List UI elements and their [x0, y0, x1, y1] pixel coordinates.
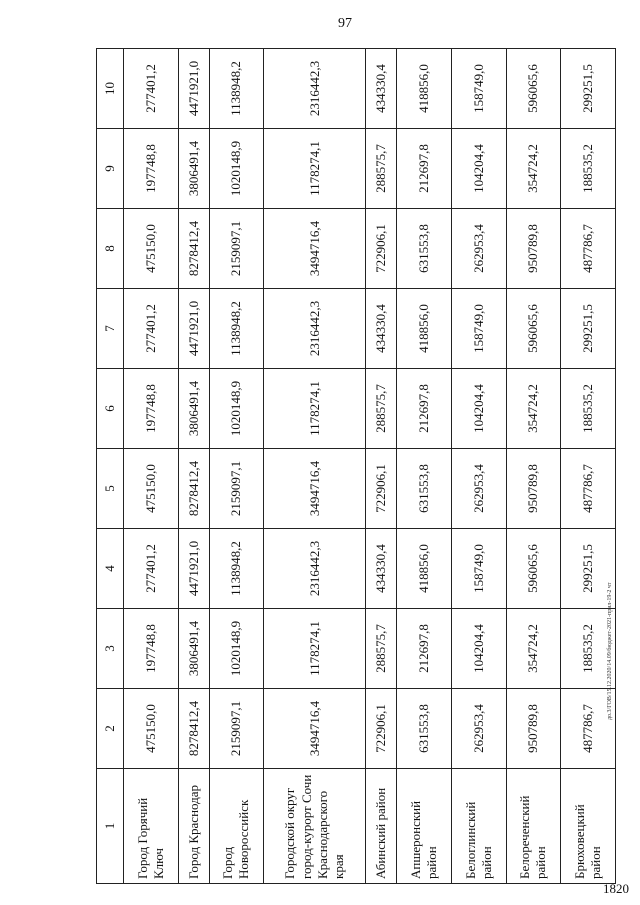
table-row: [561, 49, 616, 884]
value-cell: 3806491,4: [178, 369, 209, 449]
value-cell: 354724,2: [506, 369, 561, 449]
value-cell: 158749,0: [451, 289, 506, 369]
municipality-name: Абинский район: [366, 769, 397, 884]
value-cell: 950789,8: [506, 689, 561, 769]
value-cell: 1138948,2: [209, 289, 264, 369]
value-cell: 631553,8: [397, 689, 452, 769]
value-cell: 2159097,1: [209, 449, 264, 529]
value-cell: 418856,0: [397, 529, 452, 609]
value-cell: 188535,2: [561, 369, 616, 449]
budget-table-rotated: [96, 49, 616, 884]
column-header: 1: [97, 769, 124, 884]
value-cell: 8278412,4: [178, 209, 209, 289]
value-cell: 1178274,1: [264, 369, 366, 449]
value-cell: 188535,2: [561, 129, 616, 209]
value-cell: 722906,1: [366, 689, 397, 769]
value-cell: 4471921,0: [178, 49, 209, 129]
column-header: 3: [97, 609, 124, 689]
value-cell: 277401,2: [124, 49, 179, 129]
value-cell: 188535,2: [561, 609, 616, 689]
value-cell: 1178274,1: [264, 129, 366, 209]
table-row: [451, 49, 506, 884]
value-cell: 2316442,3: [264, 49, 366, 129]
value-cell: 8278412,4: [178, 449, 209, 529]
header-row: [97, 49, 124, 884]
column-header: 2: [97, 689, 124, 769]
value-cell: 434330,4: [366, 49, 397, 129]
value-cell: 212697,8: [397, 129, 452, 209]
value-cell: 475150,0: [124, 449, 179, 529]
value-cell: 299251,5: [561, 49, 616, 129]
value-cell: 2159097,1: [209, 209, 264, 289]
column-header: 4: [97, 529, 124, 609]
value-cell: 2159097,1: [209, 689, 264, 769]
value-cell: 299251,5: [561, 529, 616, 609]
footnote: до.3/ГОВ/15.12.2020/14.09/бюджет-2021-прил-19-2 чт: [607, 582, 613, 720]
column-header: 10: [97, 49, 124, 129]
municipality-name: Брюховецкий район: [561, 769, 616, 884]
value-cell: 158749,0: [451, 49, 506, 129]
value-cell: 3806491,4: [178, 609, 209, 689]
value-cell: 487786,7: [561, 689, 616, 769]
value-cell: 262953,4: [451, 209, 506, 289]
value-cell: 1178274,1: [264, 609, 366, 689]
value-cell: 722906,1: [366, 449, 397, 529]
table-row: [264, 49, 366, 884]
column-header: 8: [97, 209, 124, 289]
value-cell: 354724,2: [506, 129, 561, 209]
value-cell: 262953,4: [451, 689, 506, 769]
value-cell: 104204,4: [451, 129, 506, 209]
budget-table: [96, 48, 616, 884]
value-cell: 487786,7: [561, 449, 616, 529]
value-cell: 212697,8: [397, 369, 452, 449]
municipality-name: Белореченский район: [506, 769, 561, 884]
municipality-name: Город Краснодар: [178, 769, 209, 884]
table-body: [124, 49, 616, 884]
value-cell: 1020148,9: [209, 129, 264, 209]
value-cell: 1020148,9: [209, 609, 264, 689]
table-row: [209, 49, 264, 884]
municipality-name: Белоглинский район: [451, 769, 506, 884]
value-cell: 277401,2: [124, 529, 179, 609]
bottom-page-number: 1820: [603, 881, 629, 896]
municipality-name: Город Горячий Ключ: [124, 769, 179, 884]
table-row: [506, 49, 561, 884]
column-header: 6: [97, 369, 124, 449]
value-cell: 475150,0: [124, 689, 179, 769]
value-cell: 631553,8: [397, 449, 452, 529]
municipality-name: Городской округ город-курорт Сочи Краснодарского края: [264, 769, 366, 884]
value-cell: 3494716,4: [264, 209, 366, 289]
value-cell: 197748,8: [124, 369, 179, 449]
column-header: 9: [97, 129, 124, 209]
value-cell: 596065,6: [506, 289, 561, 369]
value-cell: 434330,4: [366, 529, 397, 609]
value-cell: 354724,2: [506, 609, 561, 689]
value-cell: 104204,4: [451, 369, 506, 449]
column-header: 5: [97, 449, 124, 529]
value-cell: 212697,8: [397, 609, 452, 689]
value-cell: 3494716,4: [264, 689, 366, 769]
value-cell: 2316442,3: [264, 289, 366, 369]
value-cell: 596065,6: [506, 529, 561, 609]
table-row: [178, 49, 209, 884]
value-cell: 434330,4: [366, 289, 397, 369]
value-cell: 487786,7: [561, 209, 616, 289]
value-cell: 262953,4: [451, 449, 506, 529]
value-cell: 418856,0: [397, 289, 452, 369]
value-cell: 4471921,0: [178, 289, 209, 369]
table-row: [366, 49, 397, 884]
value-cell: 475150,0: [124, 209, 179, 289]
value-cell: 1020148,9: [209, 369, 264, 449]
municipality-name: Апшеронский район: [397, 769, 452, 884]
value-cell: 158749,0: [451, 529, 506, 609]
table-row: [124, 49, 179, 884]
value-cell: 288575,7: [366, 369, 397, 449]
table-row: [397, 49, 452, 884]
value-cell: 288575,7: [366, 609, 397, 689]
value-cell: 197748,8: [124, 129, 179, 209]
value-cell: 631553,8: [397, 209, 452, 289]
municipality-name: Город Новороссийск: [209, 769, 264, 884]
value-cell: 950789,8: [506, 449, 561, 529]
value-cell: 277401,2: [124, 289, 179, 369]
value-cell: 596065,6: [506, 49, 561, 129]
value-cell: 3494716,4: [264, 449, 366, 529]
value-cell: 3806491,4: [178, 129, 209, 209]
value-cell: 8278412,4: [178, 689, 209, 769]
value-cell: 299251,5: [561, 289, 616, 369]
page-number: 97: [338, 16, 352, 31]
value-cell: 1138948,2: [209, 49, 264, 129]
value-cell: 722906,1: [366, 209, 397, 289]
value-cell: 950789,8: [506, 209, 561, 289]
value-cell: 2316442,3: [264, 529, 366, 609]
value-cell: 4471921,0: [178, 529, 209, 609]
column-header: 7: [97, 289, 124, 369]
value-cell: 104204,4: [451, 609, 506, 689]
value-cell: 418856,0: [397, 49, 452, 129]
value-cell: 197748,8: [124, 609, 179, 689]
value-cell: 1138948,2: [209, 529, 264, 609]
value-cell: 288575,7: [366, 129, 397, 209]
